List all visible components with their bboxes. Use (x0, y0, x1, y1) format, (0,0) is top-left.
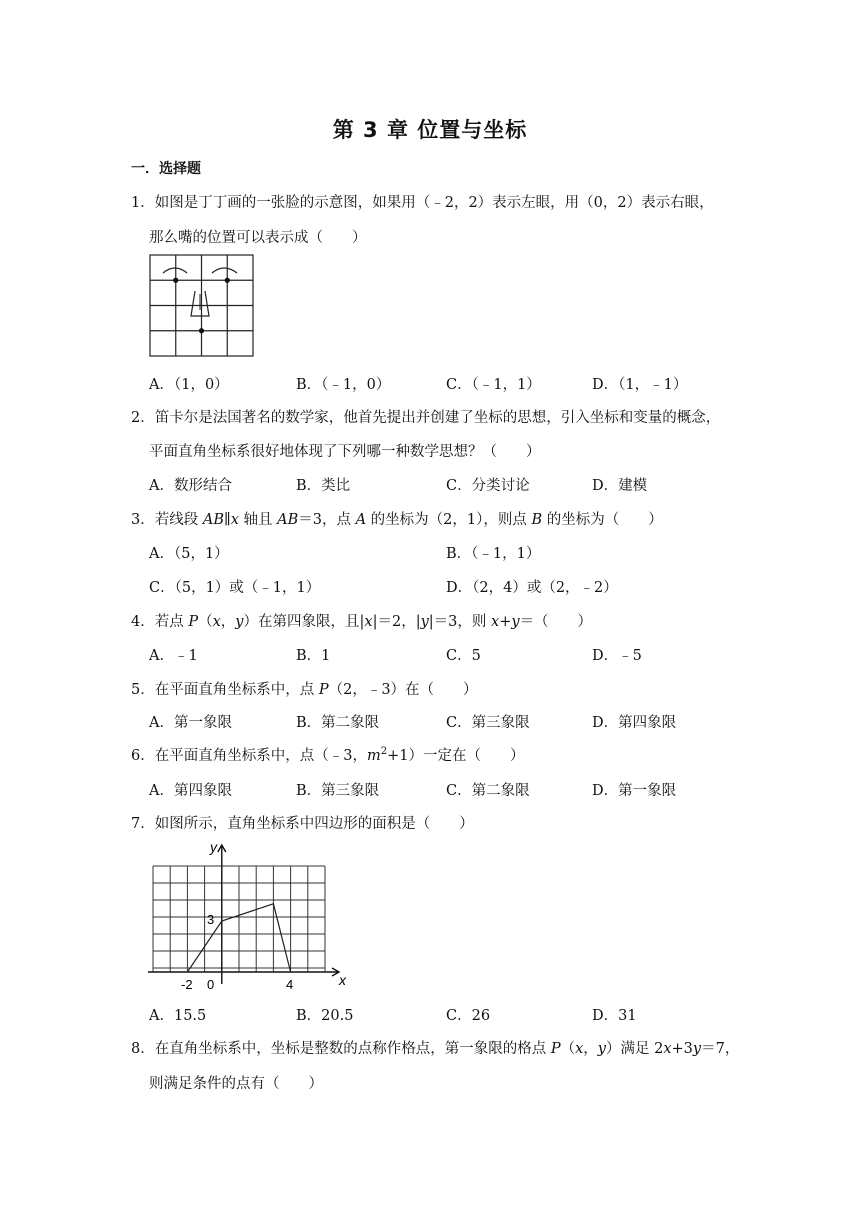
right-eye-dot (225, 278, 230, 283)
q3-option-c: C．（5，1）或（﹣1，1） (149, 580, 321, 596)
q1-stem-line2: 那么嘴的位置可以表示成（ ） (149, 230, 367, 246)
q4-option-c: C．5 (446, 648, 481, 664)
q7-stem: 7．如图所示，直角坐标系中四边形的面积是（ ） (131, 816, 474, 832)
q6-stem: 6．在平面直角坐标系中，点（﹣3，$m^2+1$）一定在（ ） (131, 746, 525, 764)
q1-stem-line1: 1．如图是丁丁画的一张脸的示意图，如果用（﹣2，2）表示左眼，用（0，2）表示右眼， (131, 195, 714, 211)
q2-option-a: A．数形结合 (149, 478, 232, 494)
q8-stem-line2: 则满足条件的点有（ ） (149, 1076, 323, 1092)
chapter-title: 第 3 章 位置与坐标 (332, 118, 528, 142)
q7-option-d: D．31 (592, 1008, 637, 1024)
q4-option-d: D．﹣5 (592, 648, 642, 664)
q6-option-d: D．第一象限 (592, 783, 677, 799)
q4-stem: 4．若点 P（x，y）在第四象限，且|x|＝2，|y|＝3，则 x+y＝（ ） (131, 614, 593, 630)
q1-option-a: A．（1，0） (149, 377, 229, 393)
y-axis-label: y (210, 839, 217, 855)
q7-option-c: C．26 (446, 1008, 491, 1024)
tick-label-0: 0 (207, 977, 215, 992)
q2-option-b: B．类比 (296, 478, 351, 494)
x-axis-label: x (339, 972, 346, 988)
tick-label-3: 3 (207, 912, 215, 927)
q2-option-c: C．分类讨论 (446, 478, 530, 494)
q1-option-d: D．（1，﹣1） (592, 377, 688, 393)
q8-stem-line1: 8．在直角坐标系中，坐标是整数的点称作格点，第一象限的格点 P（x，y）满足 2x+3y＝7， (131, 1041, 740, 1057)
left-eyebrow (163, 268, 237, 273)
q4-option-b: B．1 (296, 648, 331, 664)
quadrilateral-coordinate-figure (140, 838, 355, 998)
q5-option-c: C．第三象限 (446, 715, 530, 731)
q3-stem: 3．若线段 AB∥x 轴且 AB＝3，点 A 的坐标为（2，1），则点 B 的坐标为（ ） (131, 512, 663, 528)
section-heading: 一．选择题 (131, 161, 201, 177)
q3-option-b: B．（﹣1，1） (446, 546, 541, 562)
q5-option-a: A．第一象限 (149, 715, 232, 731)
q3-option-d: D．（2，4）或（2，﹣2） (446, 580, 618, 596)
q5-stem: 5．在平面直角坐标系中，点 P（2，﹣3）在（ ） (131, 682, 478, 698)
face-grid-figure (149, 254, 255, 358)
q3-option-a: A．（5，1） (149, 546, 229, 562)
q7-option-a: A．15.5 (149, 1008, 207, 1024)
mouth-dot (199, 328, 204, 333)
q1-option-c: C．（﹣1，1） (446, 377, 541, 393)
q1-option-b: B．（﹣1，0） (296, 377, 391, 393)
tick-label-4: 4 (286, 977, 294, 992)
q6-option-b: B．第三象限 (296, 783, 380, 799)
q7-option-b: B．20.5 (296, 1008, 354, 1024)
q6-option-a: A．第四象限 (149, 783, 232, 799)
q4-option-a: A．﹣1 (149, 648, 198, 664)
left-eye-dot (173, 278, 178, 283)
q5-option-d: D．第四象限 (592, 715, 677, 731)
q2-stem-line2: 平面直角坐标系很好地体现了下列哪一种数学思想？（ ） (149, 444, 541, 460)
q2-stem-line1: 2．笛卡尔是法国著名的数学家，他首先提出并创建了坐标的思想，引入坐标和变量的概念， (131, 410, 721, 426)
q6-option-c: C．第二象限 (446, 783, 530, 799)
q5-option-b: B．第二象限 (296, 715, 380, 731)
tick-label-neg2: -2 (181, 977, 193, 992)
q2-option-d: D．建模 (592, 478, 648, 494)
